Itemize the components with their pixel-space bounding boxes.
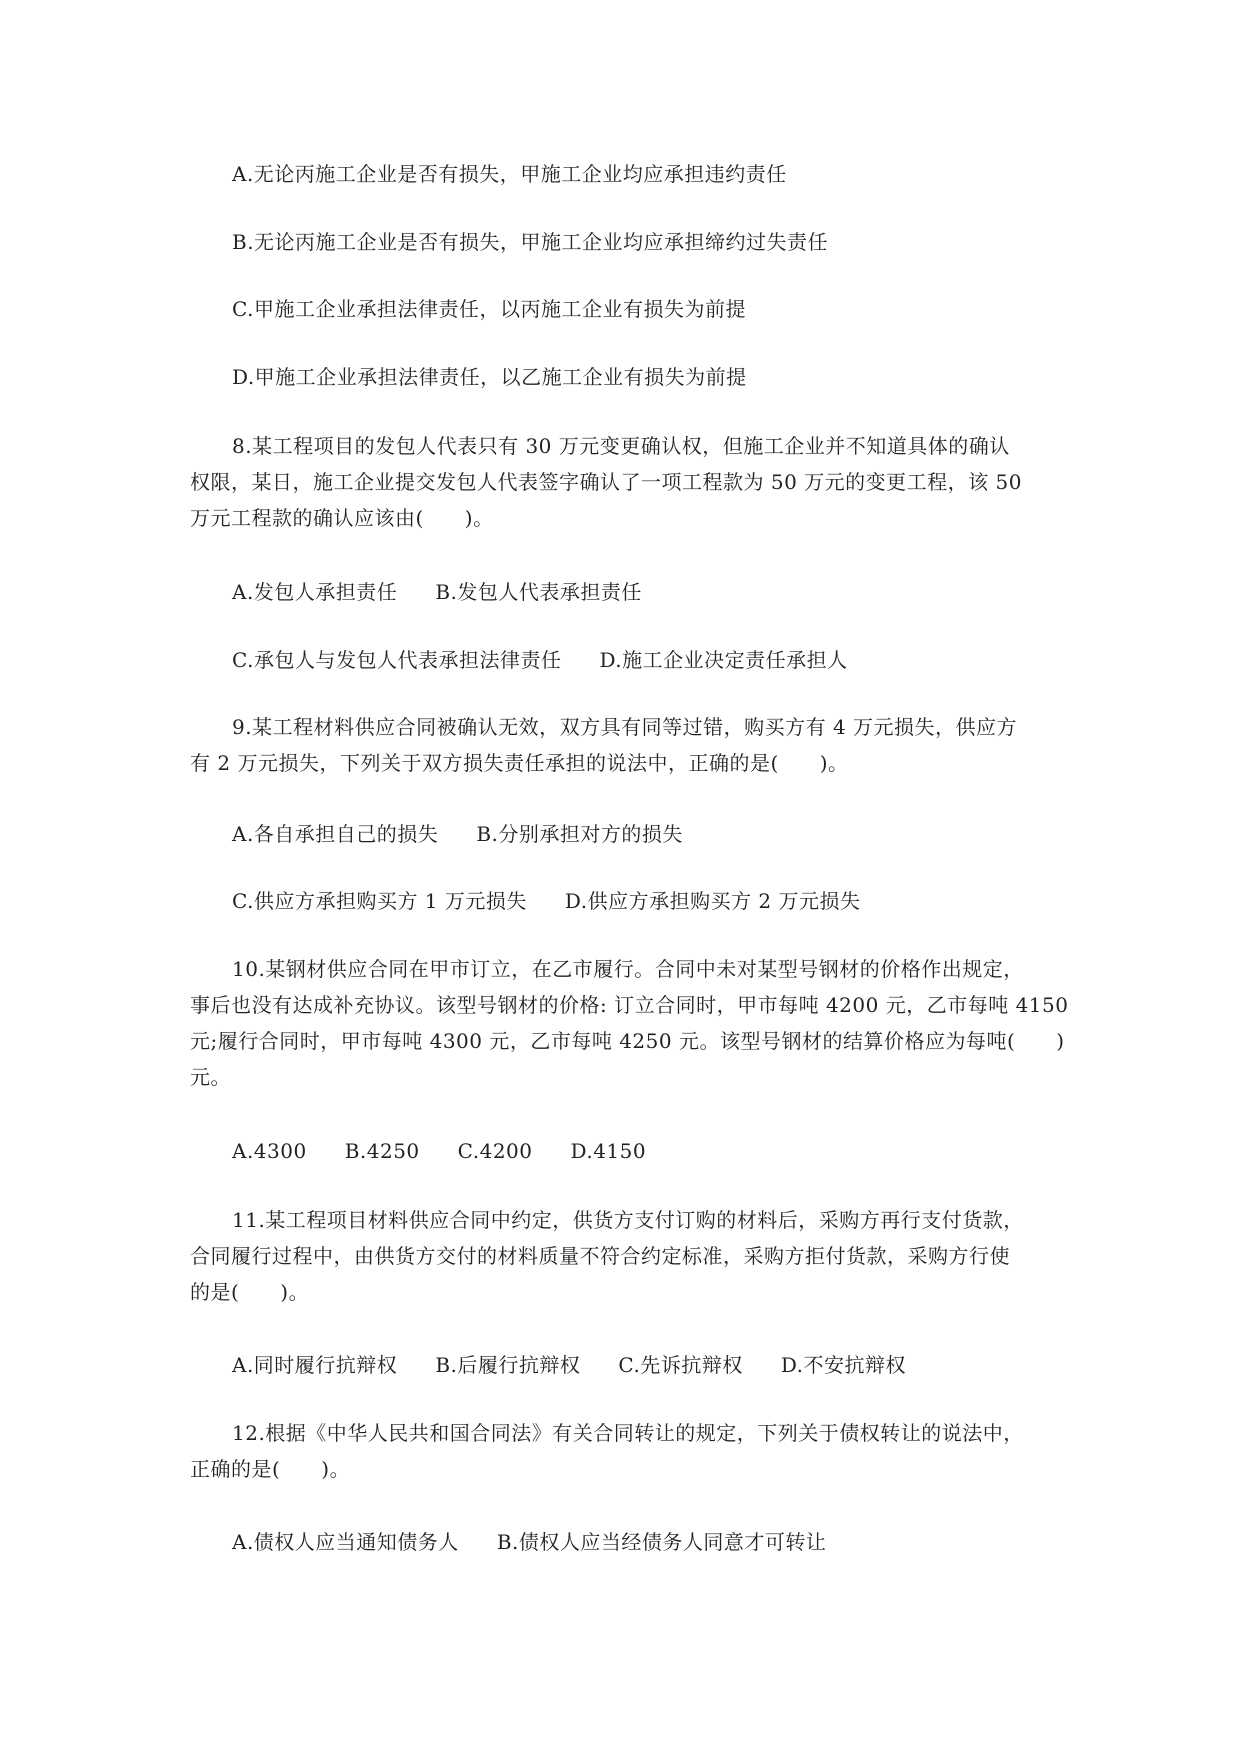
- q11-stem-line-1: 11.某工程项目材料供应合同中约定，供货方支付订购的材料后，采购方再行支付货款，: [232, 1208, 1024, 1232]
- q10-stem-line-1: 10.某钢材供应合同在甲市订立，在乙市履行。合同中未对某型号钢材的价格作出规定，: [232, 957, 1024, 981]
- q10-stem-line-4: 元。: [190, 1065, 231, 1089]
- q11-options-row: [232, 1353, 906, 1377]
- q7-option-a: A.无论丙施工企业是否有损失，甲施工企业均应承担违约责任: [232, 162, 787, 186]
- q8-stem-line-3: 万元工程款的确认应该由( )。: [190, 506, 494, 530]
- q11-option-a: A.同时履行抗辩权: [232, 1353, 398, 1377]
- q11-stem-line-2: 合同履行过程中，由供货方交付的材料质量不符合约定标准，采购方拒付货款，采购方行使: [190, 1244, 1010, 1268]
- q9-option-c: C.供应方承担购买方 1 万元损失: [232, 889, 527, 913]
- q7-option-b: B.无论丙施工企业是否有损失，甲施工企业均应承担缔约过失责任: [232, 230, 829, 254]
- q10-option-c: C.4200: [457, 1139, 533, 1163]
- q12-options-row: [232, 1530, 826, 1554]
- q8-stem-line-2: 权限，某日，施工企业提交发包人代表签字确认了一项工程款为 50 万元的变更工程，该 50: [190, 470, 1022, 494]
- q12-option-b: B.债权人应当经债务人同意才可转让: [496, 1530, 827, 1554]
- q8-options-row-1: [232, 580, 642, 604]
- q11-stem-line-3: 的是( )。: [190, 1280, 310, 1304]
- q10-stem-line-2: 事后也没有达成补充协议。该型号钢材的价格: 订立合同时，甲市每吨 4200 元，乙市每吨 4150: [190, 993, 1069, 1017]
- q9-option-d: D.供应方承担购买方 2 万元损失: [564, 889, 861, 913]
- q8-option-b: B.发包人代表承担责任: [435, 580, 642, 604]
- q10-option-b: B.4250: [344, 1139, 420, 1163]
- q9-options-row-2: [232, 889, 861, 913]
- q10-stem-line-3: 元;履行合同时，甲市每吨 4300 元，乙市每吨 4250 元。该型号钢材的结算价格应为每吨( ): [190, 1029, 1065, 1053]
- q10-option-d: D.4150: [570, 1139, 647, 1163]
- q8-option-c: C.承包人与发包人代表承担法律责任: [232, 648, 562, 672]
- q12-stem-line-2: 正确的是( )。: [190, 1457, 351, 1481]
- q12-option-a: A.债权人应当通知债务人: [232, 1530, 459, 1554]
- q11-option-b: B.后履行抗辩权: [435, 1353, 581, 1377]
- q8-stem-line-1: 8.某工程项目的发包人代表只有 30 万元变更确认权，但施工企业并不知道具体的确认: [232, 434, 1010, 458]
- q9-option-b: B.分别承担对方的损失: [476, 822, 683, 846]
- q11-option-c: C.先诉抗辩权: [618, 1353, 743, 1377]
- q10-option-a: A.4300: [232, 1139, 307, 1163]
- q12-stem-line-1: 12.根据《中华人民共和国合同法》有关合同转让的规定，下列关于债权转让的说法中，: [232, 1421, 1024, 1445]
- q8-options-row-2: [232, 648, 848, 672]
- q8-option-d: D.施工企业决定责任承担人: [599, 648, 848, 672]
- q11-option-d: D.不安抗辩权: [780, 1353, 907, 1377]
- q7-option-d: D.甲施工企业承担法律责任，以乙施工企业有损失为前提: [232, 365, 747, 389]
- q7-option-c: C.甲施工企业承担法律责任，以丙施工企业有损失为前提: [232, 297, 746, 321]
- q10-options-row: [232, 1139, 646, 1163]
- q9-option-a: A.各自承担自己的损失: [232, 822, 439, 846]
- q9-stem-line-1: 9.某工程材料供应合同被确认无效，双方具有同等过错，购买方有 4 万元损失，供应方: [232, 715, 1018, 739]
- q9-stem-line-2: 有 2 万元损失，下列关于双方损失责任承担的说法中，正确的是( )。: [190, 751, 849, 775]
- q9-options-row-1: [232, 822, 683, 846]
- q8-option-a: A.发包人承担责任: [232, 580, 398, 604]
